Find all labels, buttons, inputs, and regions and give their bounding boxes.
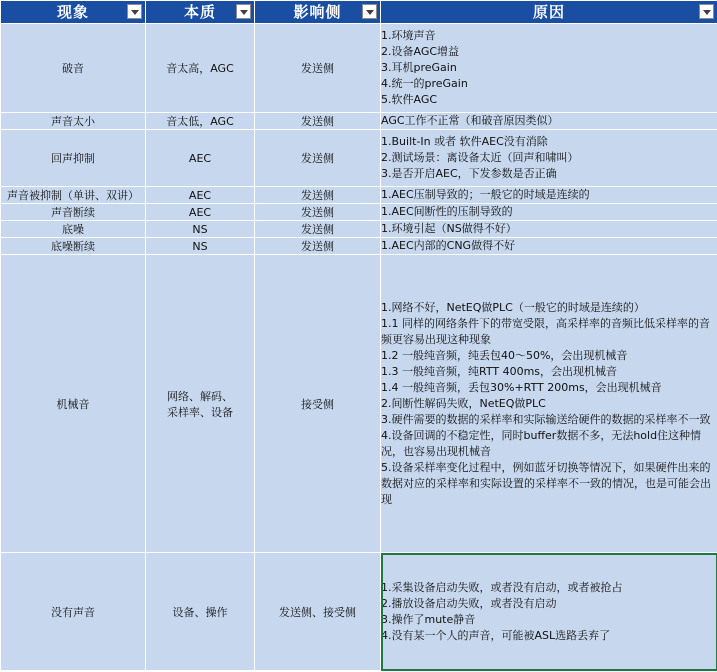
cell-side[interactable]: 发送侧、接受侧 <box>255 553 381 671</box>
reason-line: 1.采集设备启动失败，或者没有启动，或者被抢占 <box>381 580 623 594</box>
column-header-label: 原因 <box>532 3 565 21</box>
reason-line: 4.没有某一个人的声音，可能被ASL选路丢弃了 <box>381 628 611 642</box>
cell-phenomenon[interactable]: 回声抑制 <box>1 130 146 187</box>
column-header-reason <box>381 1 717 24</box>
reason-line: 3.耳机preGain <box>381 61 457 74</box>
cell-essence[interactable]: NS <box>146 221 255 238</box>
table-row <box>1 238 717 255</box>
cell-phenomenon[interactable]: 底噪 <box>1 221 146 238</box>
cell-side[interactable]: 发送侧 <box>255 187 381 204</box>
essence-line: 采样率、设备 <box>167 405 233 419</box>
reason-line: 1.Built-In 或者 软件AEC没有消除 <box>381 135 548 148</box>
cell-reason[interactable] <box>381 204 717 221</box>
cell-essence[interactable]: AEC <box>146 187 255 204</box>
table-row <box>1 255 717 553</box>
cell-side[interactable]: 发送侧 <box>255 221 381 238</box>
cell-essence[interactable]: AEC <box>146 204 255 221</box>
dropdown-filter-icon[interactable] <box>699 4 714 19</box>
reason-line: 1.环境引起（NS做得不好） <box>381 222 517 235</box>
reason-line: 1.4 一般纯音频，丢包30%+RTT 200ms，会出现机械音 <box>381 380 662 394</box>
cell-phenomenon[interactable]: 声音断续 <box>1 204 146 221</box>
cell-phenomenon[interactable]: 没有声音 <box>1 553 146 671</box>
reason-line: 1.AEC间断性的压制导致的 <box>381 205 513 218</box>
reason-line: 1.环境声音 <box>381 29 436 42</box>
reason-line: 3.操作了mute静音 <box>381 612 476 626</box>
cell-essence[interactable] <box>146 255 255 553</box>
table-row <box>1 553 717 671</box>
table-row <box>1 221 717 238</box>
table-row <box>1 24 717 113</box>
reason-line: 1.网络不好，NetEQ做PLC（一般它的时域是连续的） <box>381 300 645 314</box>
cell-reason[interactable] <box>381 255 717 553</box>
cell-essence[interactable]: NS <box>146 238 255 255</box>
reason-line: 1.AEC压制导致的；一般它的时域是连续的 <box>381 188 590 201</box>
column-header-label: 影响侧 <box>293 3 342 21</box>
cell-essence[interactable]: AEC <box>146 130 255 187</box>
reason-line: 1.3 一般纯音频，纯RTT 400ms，会出现机械音 <box>381 364 618 378</box>
cell-essence[interactable]: 设备、操作 <box>146 553 255 671</box>
cell-side[interactable]: 发送侧 <box>255 238 381 255</box>
table-row <box>1 204 717 221</box>
cell-side[interactable]: 发送侧 <box>255 204 381 221</box>
cell-phenomenon[interactable]: 破音 <box>1 24 146 113</box>
cell-side[interactable]: 接受侧 <box>255 255 381 553</box>
cell-reason[interactable] <box>381 187 717 204</box>
reason-line: AGC工作不正常（和破音原因类似） <box>381 114 559 127</box>
cell-reason[interactable] <box>381 130 717 187</box>
table-row <box>1 187 717 204</box>
reason-line: 3.硬件需要的数据的采样率和实际输送给硬件的数据的采样率不一致 <box>381 412 711 426</box>
column-header-label: 本质 <box>183 3 216 21</box>
cell-side[interactable]: 发送侧 <box>255 113 381 130</box>
reason-line: 5.软件AGC <box>381 93 438 106</box>
reason-line: 4.统一的preGain <box>381 77 468 90</box>
reason-line: 2.测试场景：离设备太近（回声和啸叫） <box>381 151 579 164</box>
dropdown-filter-icon[interactable] <box>236 4 251 19</box>
reason-line: 2.播放设备启动失败，或者没有启动 <box>381 596 557 610</box>
cell-reason[interactable] <box>381 221 717 238</box>
header-row <box>1 1 717 24</box>
cell-reason[interactable] <box>381 24 717 113</box>
reason-line: 1.1 同样的网络条件下的带宽受限，高采样率的音频比低采样率的音频更容易出现这种现象 <box>381 316 710 346</box>
cell-phenomenon[interactable]: 声音被抑制（单讲、双讲） <box>1 187 146 204</box>
reason-line: 2.间断性解码失败，NetEQ做PLC <box>381 396 546 410</box>
dropdown-filter-icon[interactable] <box>362 4 377 19</box>
cell-reason-selected[interactable] <box>381 553 717 671</box>
table-row <box>1 130 717 187</box>
cell-reason[interactable] <box>381 113 717 130</box>
cell-essence[interactable]: 音太低，AGC <box>146 113 255 130</box>
dropdown-filter-icon[interactable] <box>127 4 142 19</box>
column-header-essence <box>146 1 255 24</box>
column-header-side <box>255 1 381 24</box>
cell-essence[interactable]: 音太高，AGC <box>146 24 255 113</box>
cell-phenomenon[interactable]: 机械音 <box>1 255 146 553</box>
cell-side[interactable]: 发送侧 <box>255 24 381 113</box>
table-row <box>1 113 717 130</box>
reason-line: 1.2 一般纯音频，纯丢包40～50%，会出现机械音 <box>381 348 628 362</box>
cell-phenomenon[interactable]: 底噪断续 <box>1 238 146 255</box>
cell-reason[interactable] <box>381 238 717 255</box>
cell-phenomenon[interactable]: 声音太小 <box>1 113 146 130</box>
cell-side[interactable]: 发送侧 <box>255 130 381 187</box>
column-header-phenomenon <box>1 1 146 24</box>
reason-line: 1.AEC内部的CNG做得不好 <box>381 239 516 252</box>
column-header-label: 现象 <box>56 3 89 21</box>
reason-line: 3.是否开启AEC，下发参数是否正确 <box>381 167 557 180</box>
essence-line: 网络、解码、 <box>167 389 233 403</box>
reason-line: 5.设备采样率变化过程中，例如蓝牙切换等情况下，如果硬件出来的数据对应的采样率和实际设置的采样率不一致的情况，也是可能会出现 <box>381 460 711 506</box>
reason-line: 2.设备AGC增益 <box>381 45 460 58</box>
reason-line: 4.设备回调的不稳定性，同时buffer数据不多，无法hold住这种情况，也容易出现机械音 <box>381 428 702 458</box>
